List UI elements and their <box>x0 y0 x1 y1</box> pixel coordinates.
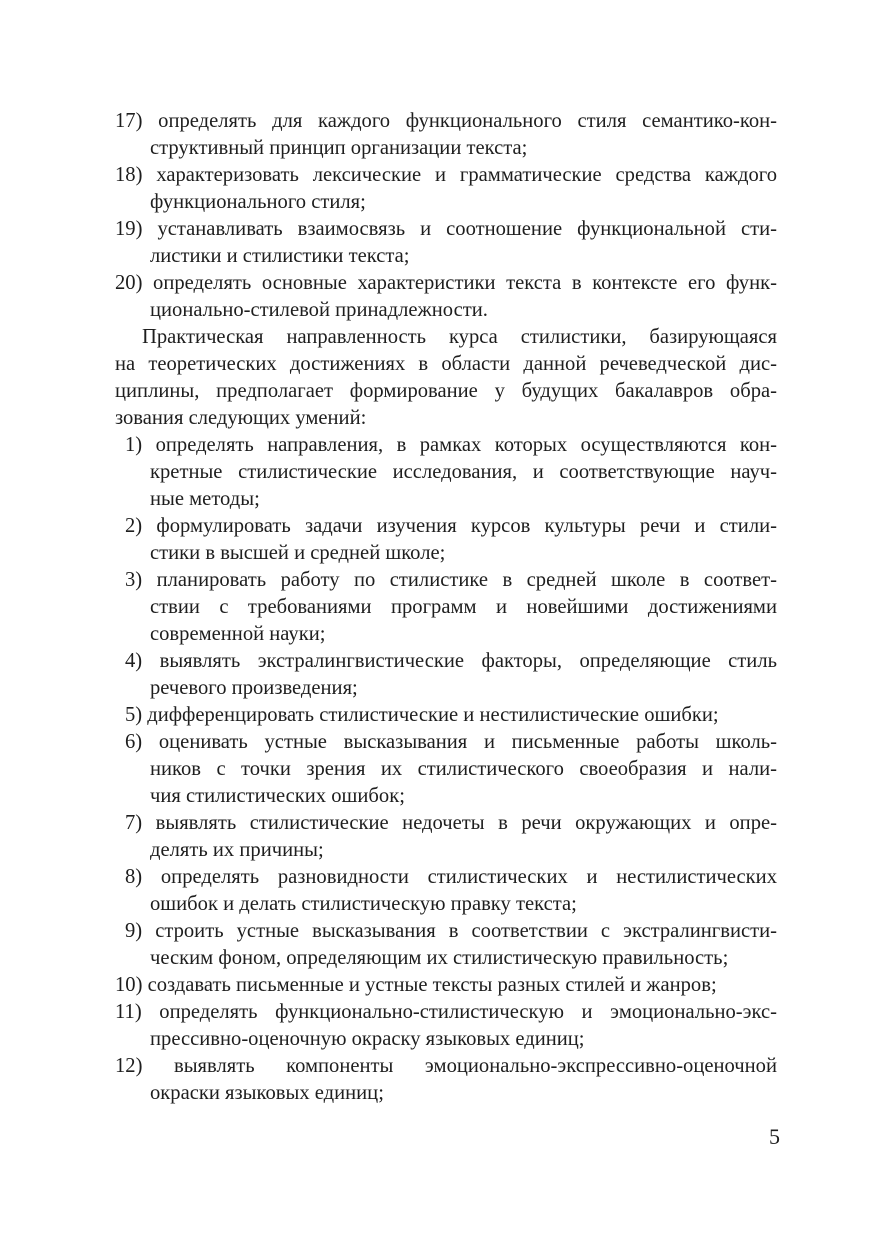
list-item-continuation-line: ников с точки зрения их стилистического своеобразия и нали- <box>150 758 777 780</box>
list-item-first-line: 10) создавать письменные и устные тексты разных стилей и жанров; <box>115 974 717 996</box>
list-item <box>115 702 777 729</box>
competency-list-continued <box>115 108 777 324</box>
list-item-continuation-line: делять их причины; <box>150 839 324 861</box>
list-item-first-line: 19) устанавливать взаимосвязь и соотношение функциональной сти- <box>115 218 777 240</box>
list-item <box>115 108 777 162</box>
list-item-first-line: 3) планировать работу по стилистике в средней школе в соответ- <box>125 569 777 591</box>
list-item-first-line: 5) дифференцировать стилистические и нестилистические ошибки; <box>125 704 719 726</box>
list-item-first-line: 17) определять для каждого функционального стиля семантико-кон- <box>115 110 777 132</box>
list-item <box>115 432 777 513</box>
list-item-first-line: 9) строить устные высказывания в соответствии с экстралингвисти- <box>125 920 777 942</box>
list-item <box>115 972 777 999</box>
list-item-first-line: 12) выявлять компоненты эмоционально-экспрессивно-оценочной <box>115 1055 777 1077</box>
list-item <box>115 810 777 864</box>
list-item-continuation-line: окраски языковых единиц; <box>150 1082 384 1104</box>
intro-paragraph <box>115 324 777 432</box>
paragraph-line: на теоретических достижениях в области данной речеведческой дис- <box>115 353 777 375</box>
list-item-continuation-line: стики в высшей и средней школе; <box>150 542 446 564</box>
list-item <box>115 999 777 1053</box>
list-item-continuation-line: ционально-стилевой принадлежности. <box>150 299 488 321</box>
list-item <box>115 1053 777 1107</box>
list-item-first-line: 2) формулировать задачи изучения курсов культуры речи и стили- <box>125 515 777 537</box>
list-item <box>115 648 777 702</box>
list-item <box>115 864 777 918</box>
list-item-first-line: 20) определять основные характеристики текста в контексте его функ- <box>115 272 777 294</box>
page-number: 5 <box>769 1124 780 1149</box>
list-item-continuation-line: структивный принцип организации текста; <box>150 137 528 159</box>
list-item-first-line: 4) выявлять экстралингвистические факторы, определяющие стиль <box>125 650 777 672</box>
list-item-continuation-line: функционального стиля; <box>150 191 366 213</box>
list-item-first-line: 11) определять функционально-стилистическую и эмоционально-экс- <box>115 1001 777 1023</box>
list-item <box>115 918 777 972</box>
list-item <box>115 729 777 810</box>
list-item-continuation-line: листики и стилистики текста; <box>150 245 410 267</box>
list-item-continuation-line: чия стилистических ошибок; <box>150 785 405 807</box>
list-item <box>115 270 777 324</box>
paragraph-line: циплины, предполагает формирование у будущих бакалавров обра- <box>115 380 777 402</box>
list-item-continuation-line: современной науки; <box>150 623 326 645</box>
list-item-first-line: 7) выявлять стилистические недочеты в речи окружающих и опре- <box>125 812 777 834</box>
list-item-continuation-line: ствии с требованиями программ и новейшими достижениями <box>150 596 777 618</box>
list-item <box>115 162 777 216</box>
paragraph-line: зования следующих умений: <box>115 407 367 429</box>
list-item-continuation-line: ные методы; <box>150 488 260 510</box>
list-item-continuation-line: прессивно-оценочную окраску языковых единиц; <box>150 1028 585 1050</box>
paragraph-line: Практическая направленность курса стилистики, базирующаяся <box>142 326 777 348</box>
list-item-first-line: 8) определять разновидности стилистических и нестилистических <box>125 866 777 888</box>
list-item-continuation-line: речевого произведения; <box>150 677 358 699</box>
list-item-continuation-line: кретные стилистические исследования, и соответствующие науч- <box>150 461 777 483</box>
list-item-first-line: 18) характеризовать лексические и грамматические средства каждого <box>115 164 777 186</box>
list-item-first-line: 6) оценивать устные высказывания и письменные работы школь- <box>125 731 777 753</box>
list-item <box>115 216 777 270</box>
list-item-first-line: 1) определять направления, в рамках которых осуществляются кон- <box>125 434 777 456</box>
skills-list <box>115 432 777 1107</box>
list-item <box>115 513 777 567</box>
list-item <box>115 567 777 648</box>
list-item-continuation-line: ческим фоном, определяющим их стилистическую правильность; <box>150 947 729 969</box>
page-body <box>115 108 777 1107</box>
list-item-continuation-line: ошибок и делать стилистическую правку текста; <box>150 893 577 915</box>
